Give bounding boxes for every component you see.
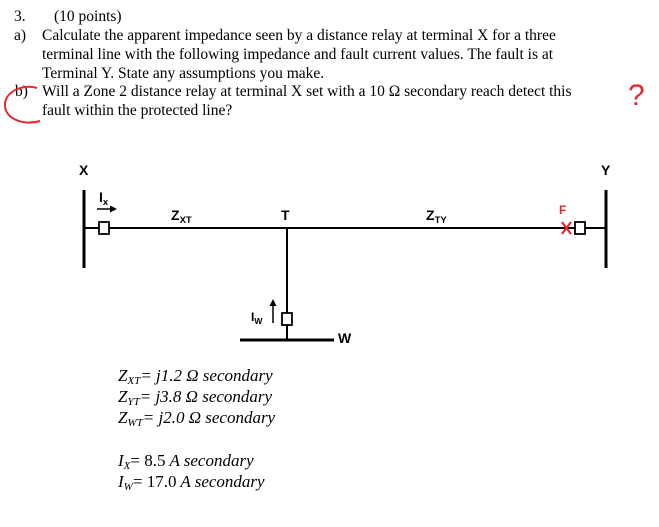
terminal-w-label: W <box>338 330 352 346</box>
tap-t-label: T <box>281 207 290 223</box>
equation-ix: IX= 8.5 A secondary <box>118 451 254 472</box>
question-number: 3. <box>14 8 26 25</box>
current-iw-label: $I_W$ <box>251 310 263 326</box>
part-a-text-line1: Calculate the apparent impedance seen by a distance relay at terminal X for a three <box>42 27 556 44</box>
impedance-zty-label: $Z_{TY}$ <box>426 207 447 226</box>
handwritten-question-mark: ? <box>628 79 645 112</box>
fault-f-label: F <box>559 203 567 217</box>
terminal-x-label: X <box>79 162 89 178</box>
part-a-text-line2: terminal line with the following impedance and fault current values. The fault is at <box>42 46 554 63</box>
breaker-x <box>99 222 109 234</box>
breaker-w <box>282 313 292 325</box>
equation-zwt: ZWT= j2.0 Ω secondary <box>118 408 276 429</box>
part-b-text-line1: Will a Zone 2 distance relay at terminal X set with a 10 Ω secondary reach detect this <box>42 83 572 100</box>
question-points: (10 points) <box>54 8 122 25</box>
equation-zyt: ZYT= j3.8 Ω secondary <box>118 387 273 408</box>
handwritten-circle <box>5 87 40 123</box>
impedance-zxt-label: $Z_{XT}$ <box>171 207 192 226</box>
part-b-text-line2: fault within the protected line? <box>42 102 233 119</box>
equation-zxt: ZXT= j1.2 Ω secondary <box>118 366 273 387</box>
part-a-text-line3: Terminal Y. State any assumptions you make. <box>42 65 325 82</box>
current-ix-label: $I_x$ <box>99 189 109 208</box>
terminal-y-label: Y <box>601 162 611 178</box>
part-b-label: b) <box>15 83 28 100</box>
breaker-y <box>575 222 585 234</box>
equation-iw: IW= 17.0 A secondary <box>118 472 265 493</box>
part-a-label: a) <box>14 27 27 44</box>
